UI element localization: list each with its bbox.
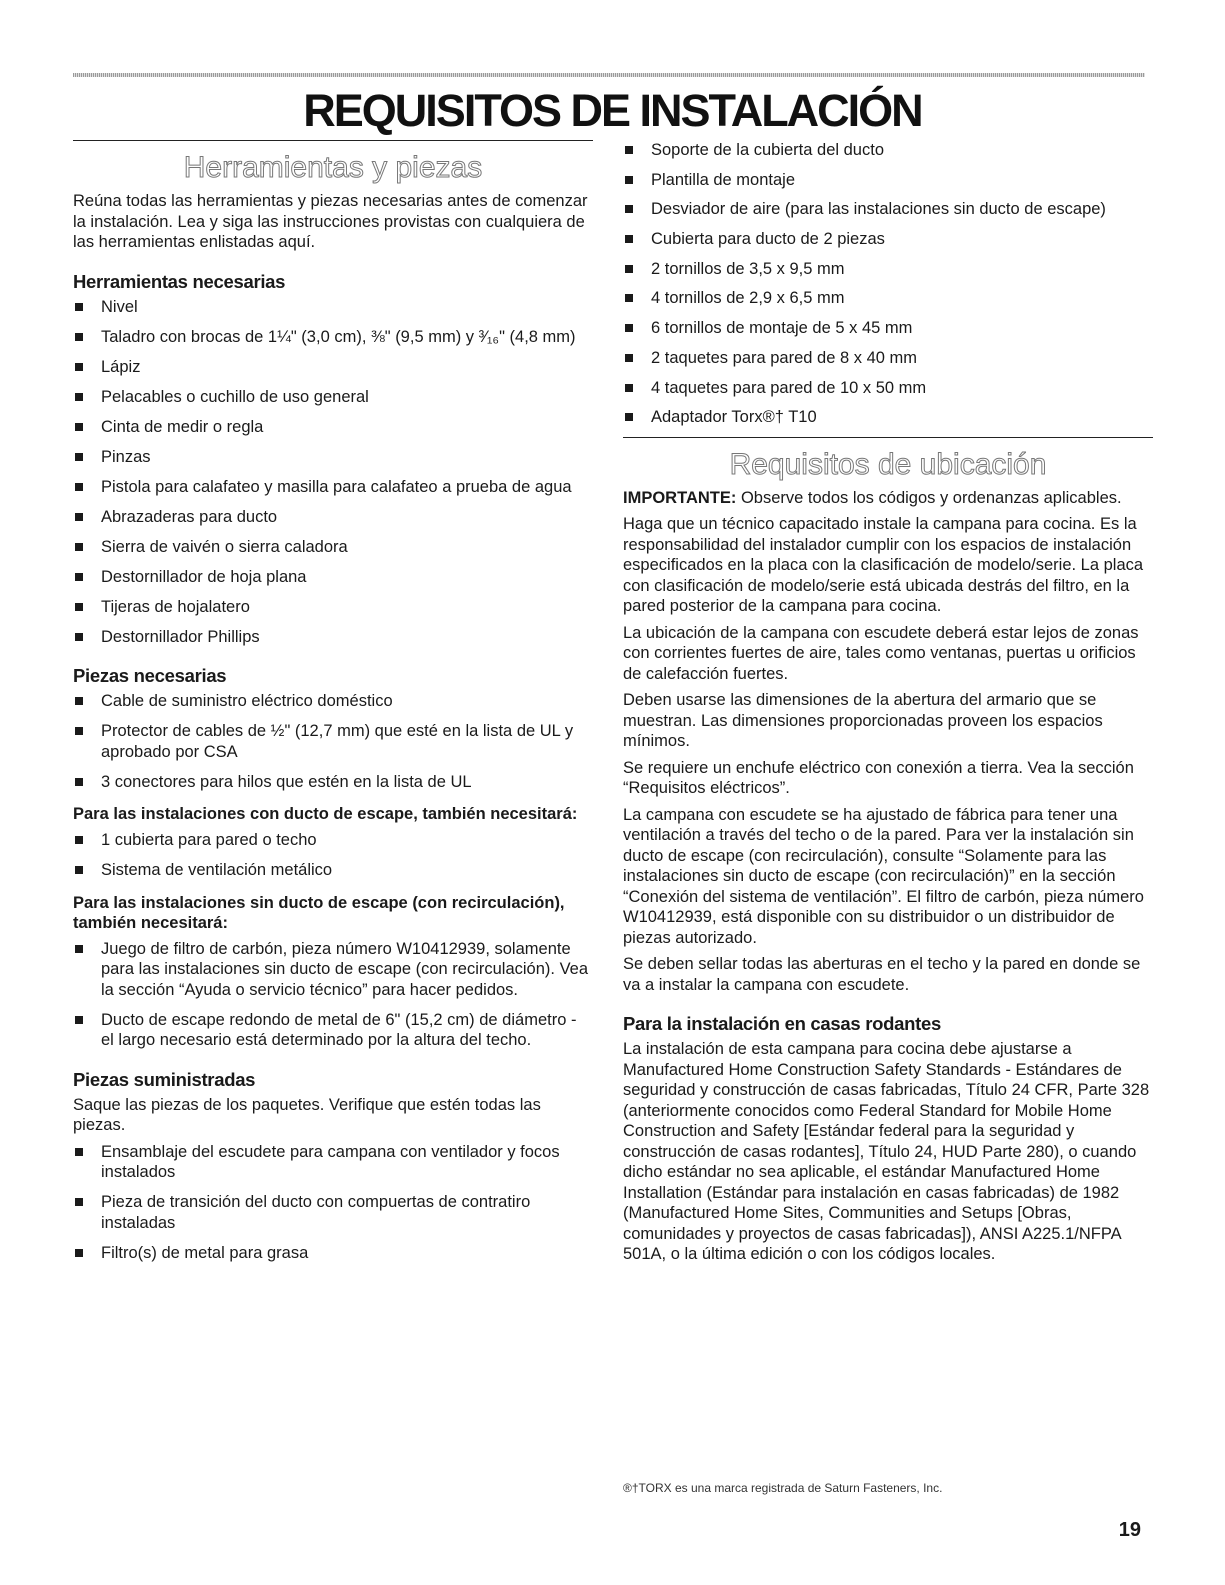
- parts-list: [73, 691, 593, 792]
- ducted-heading: Para las instalaciones con ducto de escape, también necesitará:: [73, 805, 578, 823]
- mobile-home-heading: Para la instalación en casas rodantes: [623, 1013, 941, 1035]
- location-paragraph: Se deben sellar todas las aberturas en el techo y la pared en donde se va a instalar la campana con escudete.: [623, 955, 1141, 994]
- list-item: Pinzas: [73, 447, 593, 468]
- list-item: Destornillador Phillips: [73, 627, 593, 648]
- mobile-home-text: La instalación de esta campana para cocina debe ajustarse a Manufactured Home Construction Safety Standards - Estándares de seguridad y construcción de casas fabricadas, Título 24 CFR, Parte 328 (anteriormente conocidos como Federal Standard for Mobile Home Construction and Safety [Estándar federal para la seguridad y construcción de casas rodantes], Título 24, HUD Parte 280), o cuando dicho estándar no sea aplicable, el estándar Manufactured Home Installation (Estándar para instalación en casas fabricadas) de 1982 (Manufactured Home Sites, Communities and Setups [Obras, comunidades y proyectos de casas fabricadas]), ANSI A225.1/NFPA 501A, o la última edición o con los códigos locales.: [623, 1040, 1150, 1264]
- list-item: Soporte de la cubierta del ducto: [623, 140, 1153, 161]
- list-item: 2 taquetes para pared de 8 x 40 mm: [623, 348, 1153, 369]
- list-item: Juego de filtro de carbón, pieza número W10412939, solamente para las instalaciones sin ducto de escape (con recirculación). Vea la sección “Ayuda o servicio técnico” para hacer pedidos.: [73, 939, 593, 1001]
- supplied-intro: Saque las piezas de los paquetes. Verifique que estén todas las piezas.: [73, 1095, 541, 1134]
- list-item: Taladro con brocas de 1¼" (3,0 cm), ⅜" (9,5 mm) y ³⁄₁₆" (4,8 mm): [73, 327, 593, 348]
- ductless-list: [73, 939, 593, 1051]
- list-item: Plantilla de montaje: [623, 170, 1153, 191]
- list-item: Cinta de medir o regla: [73, 417, 593, 438]
- list-item: Adaptador Torx®† T10: [623, 407, 1153, 428]
- important-note: [623, 488, 1153, 509]
- list-item: Ensamblaje del escudete para campana con ventilador y focos instalados: [73, 1142, 593, 1183]
- list-item: Destornillador de hoja plana: [73, 567, 593, 588]
- left-column: [73, 140, 593, 1273]
- supplied-heading: Piezas suministradas: [73, 1068, 256, 1090]
- tools-list: [73, 297, 593, 648]
- list-item: Sierra de vaivén o sierra caladora: [73, 537, 593, 558]
- list-item: Protector de cables de ½" (12,7 mm) que esté en la lista de UL y aprobado por CSA: [73, 721, 593, 762]
- page-number: 19: [1118, 1519, 1141, 1541]
- list-item: 2 tornillos de 3,5 x 9,5 mm: [623, 259, 1153, 280]
- list-item: Ducto de escape redondo de metal de 6" (15,2 cm) de diámetro - el largo necesario está determinado por la altura del techo.: [73, 1010, 593, 1051]
- location-paragraph: Haga que un técnico capacitado instale la campana para cocina. Es la responsabilidad del instalador cumplir con los espacios de instalación especificados en la placa con la clasificación de modelo/serie. La placa con clasificación de modelo/serie está ubicada destrás del filtro, en la pared posterior de la campana para cocina.: [623, 515, 1144, 616]
- list-item: Cubierta para ducto de 2 piezas: [623, 229, 1153, 250]
- section-title-tools-parts: Herramientas y piezas: [183, 151, 483, 184]
- list-item: Pieza de transición del ducto con compuertas de contratiro instaladas: [73, 1192, 593, 1233]
- footnote: ®†TORX es una marca registrada de Saturn Fasteners, Inc.: [623, 1481, 943, 1495]
- list-item: Cable de suministro eléctrico doméstico: [73, 691, 593, 712]
- list-item: 6 tornillos de montaje de 5 x 45 mm: [623, 318, 1153, 339]
- list-item: Pelacables o cuchillo de uso general: [73, 387, 593, 408]
- list-item: 4 taquetes para pared de 10 x 50 mm: [623, 378, 1153, 399]
- important-text: Observe todos los códigos y ordenanzas aplicables.: [740, 488, 1122, 507]
- list-item: 1 cubierta para pared o techo: [73, 830, 593, 851]
- list-item: 3 conectores para hilos que estén en la lista de UL: [73, 772, 593, 793]
- important-label: IMPORTANTE:: [623, 488, 737, 507]
- list-item: Tijeras de hojalatero: [73, 597, 593, 618]
- ductless-heading: Para las instalaciones sin ducto de escape (con recirculación), también necesitará:: [73, 893, 565, 932]
- list-item: Filtro(s) de metal para grasa: [73, 1243, 593, 1264]
- list-item: Nivel: [73, 297, 593, 318]
- location-paragraph: La campana con escudete se ha ajustado de fábrica para tener una ventilación a través del techo o de la pared. Para ver la instalación sin ducto de escape (con recirculación), consulte “Solamente para las instalaciones sin ducto de escape (con recirculación)” en la sección “Conexión del sistema de ventilación”. El filtro de carbón, pieza número W10412939, está disponible con su distribuidor o un distribuidor de piezas autorizado.: [623, 805, 1144, 947]
- list-item: 4 tornillos de 2,9 x 6,5 mm: [623, 288, 1153, 309]
- page-title: REQUISITOS DE INSTALACIÓN: [303, 85, 922, 136]
- section-divider: [623, 437, 1153, 438]
- section-title-location: Requisitos de ubicación: [729, 447, 1047, 481]
- list-item: Abrazaderas para ducto: [73, 507, 593, 528]
- supplied-list-left: [73, 1142, 593, 1264]
- list-item: Sistema de ventilación metálico: [73, 860, 593, 881]
- right-column: [623, 140, 1153, 1271]
- ducted-list: [73, 830, 593, 881]
- tools-heading: Herramientas necesarias: [73, 270, 286, 292]
- supplied-list-right: [623, 140, 1153, 428]
- list-item: Pistola para calafateo y masilla para calafateo a prueba de agua: [73, 477, 593, 498]
- list-item: Desviador de aire (para las instalaciones sin ducto de escape): [623, 199, 1153, 220]
- location-paragraph: Deben usarse las dimensiones de la abertura del armario que se muestran. Las dimensiones proporcionadas proveen los espacios mínimos.: [623, 691, 1103, 751]
- parts-heading: Piezas necesarias: [73, 665, 227, 686]
- section-divider: [73, 140, 593, 141]
- list-item: Lápiz: [73, 357, 593, 378]
- top-decorative-rule: [73, 73, 1145, 77]
- location-paragraph: Se requiere un enchufe eléctrico con conexión a tierra. Vea la sección “Requisitos eléctricos”.: [623, 758, 1134, 798]
- location-paragraph: La ubicación de la campana con escudete deberá estar lejos de zonas con corrientes fuertes de aire, tales como ventanas, puertas u orificios de calefacción fuertes.: [623, 623, 1139, 683]
- tools-intro: Reúna todas las herramientas y piezas necesarias antes de comenzar la instalación. Lea y siga las instrucciones provistas con cualquiera de las herramientas enlistadas aquí.: [73, 192, 588, 251]
